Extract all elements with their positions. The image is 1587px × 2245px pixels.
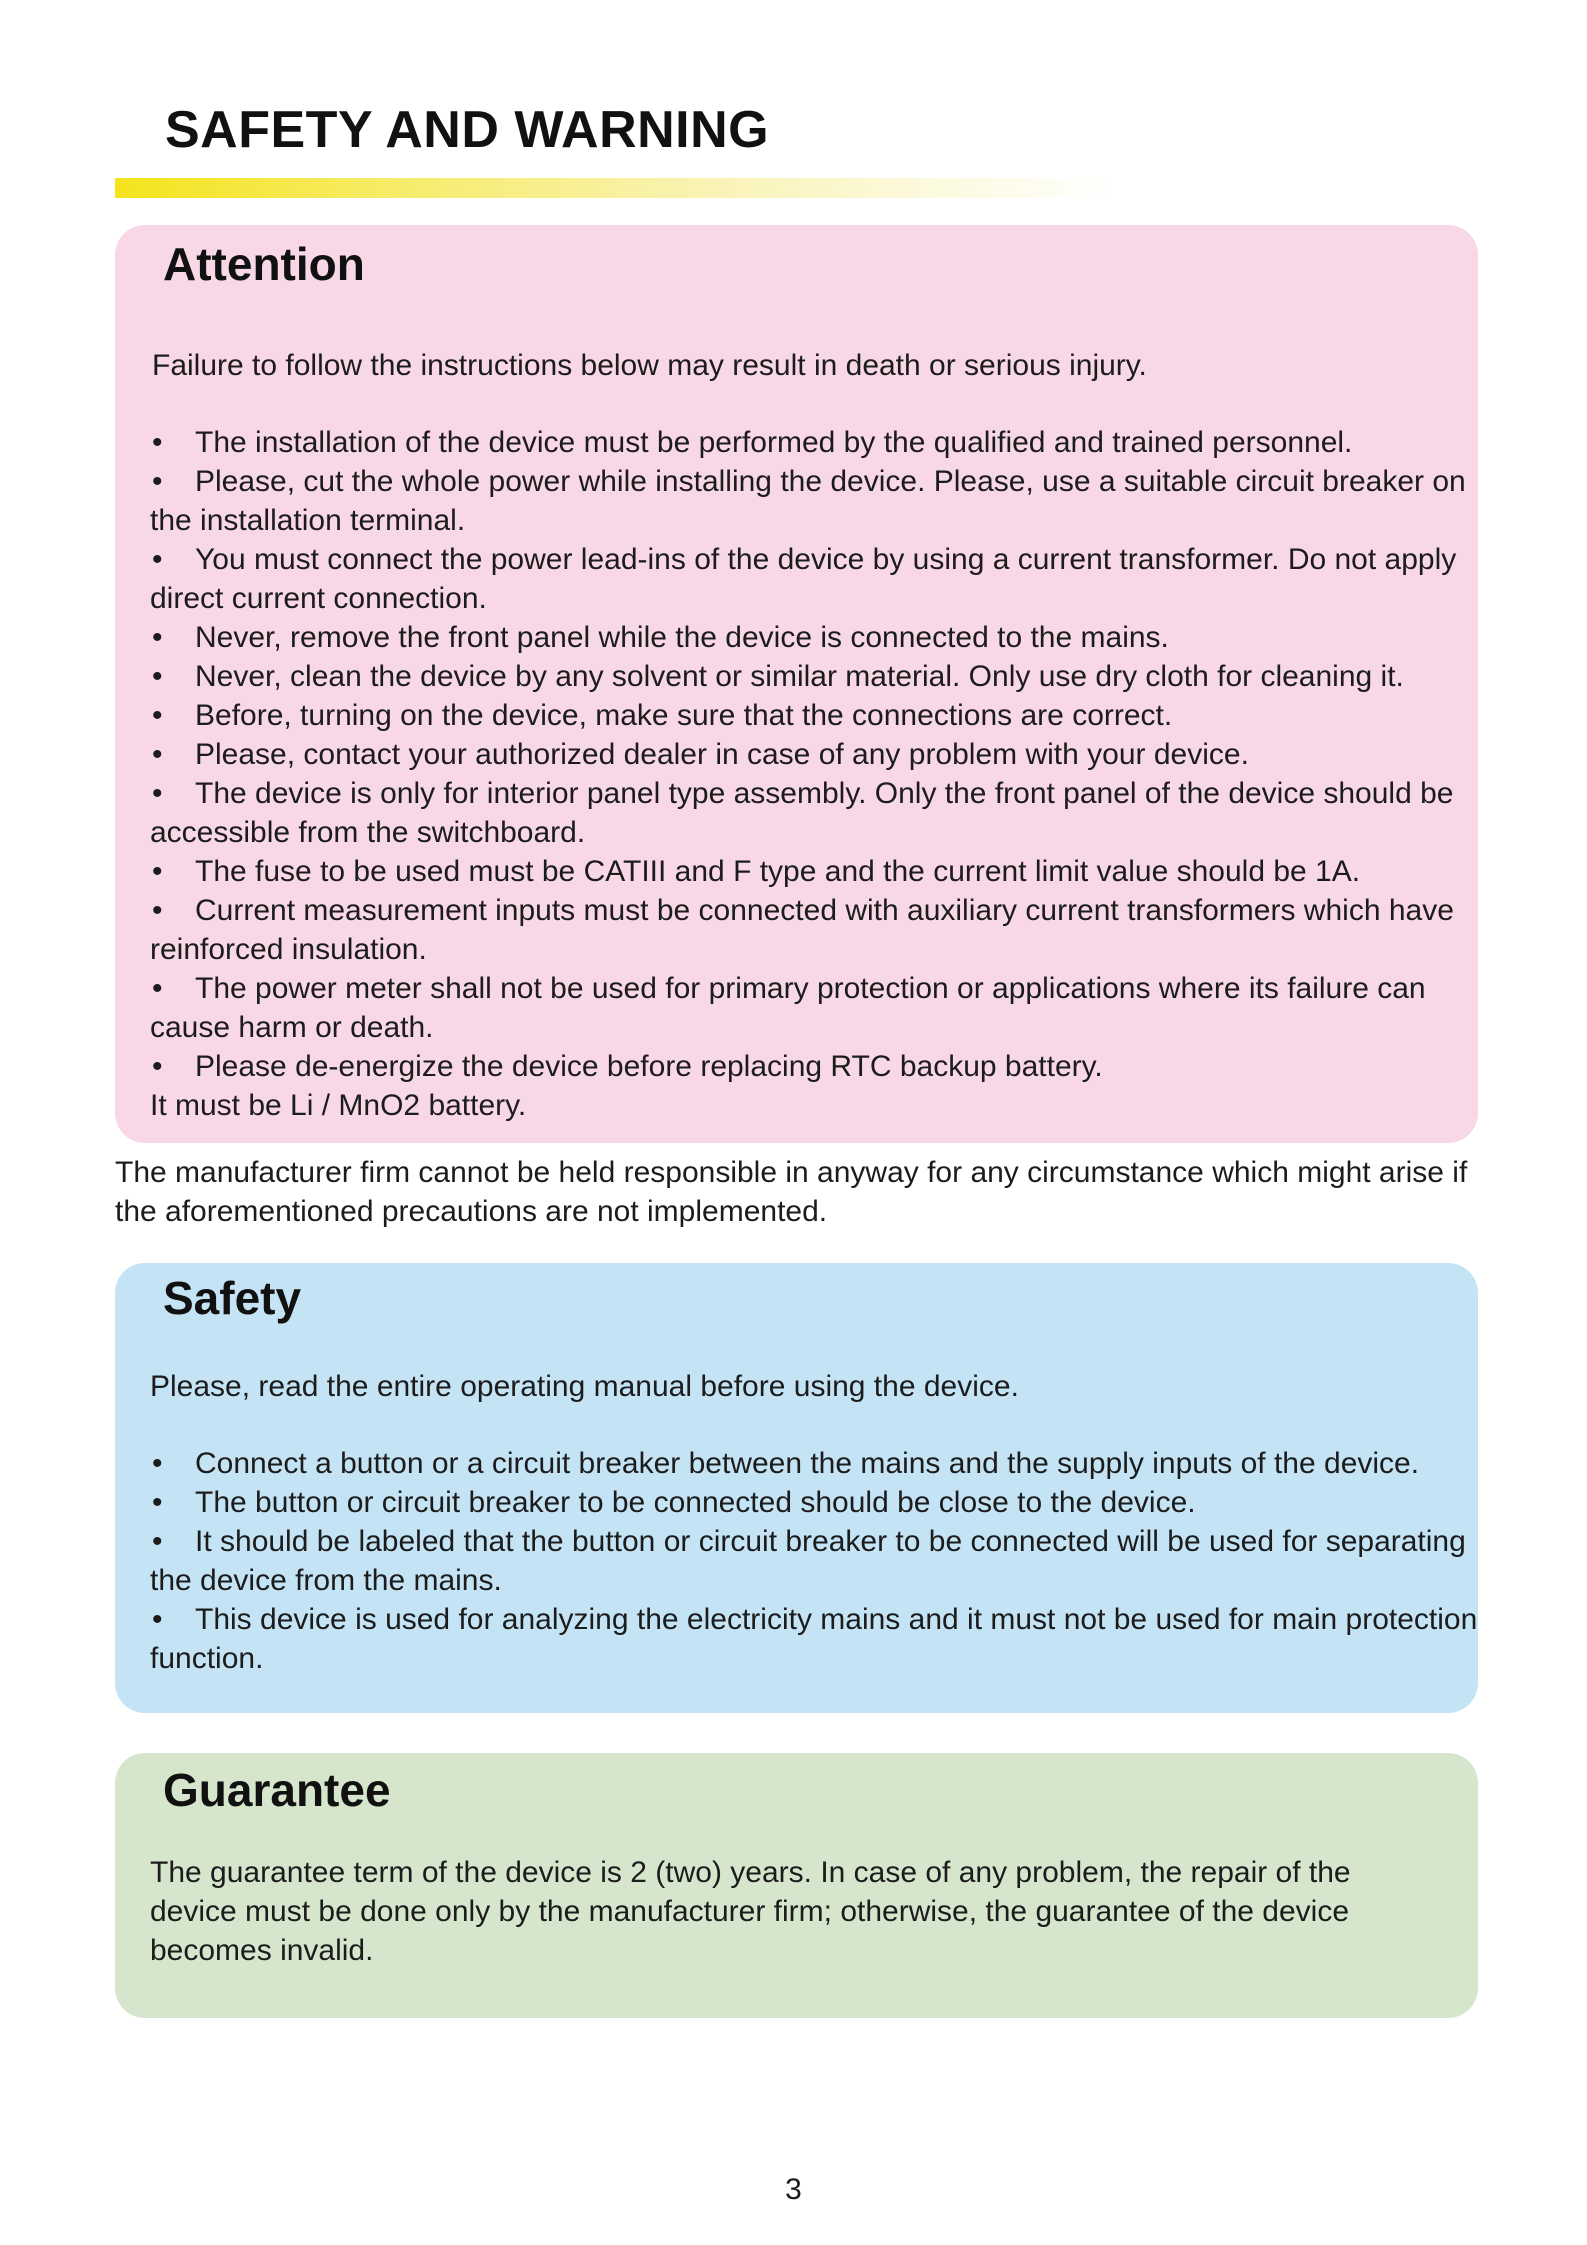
attention-title: Attention [163,238,365,290]
list-item: • Please, cut the whole power while installing the device. Please, use a suitable circuit breaker on the installation terminal. [150,462,1478,540]
battery-note: It must be Li / MnO2 battery. [150,1089,527,1122]
list-item: • The fuse to be used must be CATIII and F type and the current limit value should be 1A. [150,852,1478,891]
list-item: • The button or circuit breaker to be connected should be close to the device. [150,1483,1478,1522]
attention-intro: Failure to follow the instructions below may result in death or serious injury. [152,349,1147,382]
bullet-icon: • [152,1603,163,1636]
bullet-icon: • [152,738,163,771]
list-item: • Current measurement inputs must be connected with auxiliary current transformers which have reinforced insulation. [150,891,1478,969]
bullet-icon: • [152,660,163,693]
bullet-icon: • [152,621,163,654]
page-number: 3 [785,2173,802,2206]
attention-box [115,225,1478,1143]
list-item: • Please, contact your authorized dealer in case of any problem with your device. [150,735,1478,774]
bullet-icon: • [152,1447,163,1480]
bullet-icon: • [152,1050,163,1083]
list-item: • Connect a button or a circuit breaker between the mains and the supply inputs of the device. [150,1444,1478,1483]
list-item: • The installation of the device must be performed by the qualified and trained personnel. [150,423,1478,462]
bullet-icon: • [152,699,163,732]
list-item: • The power meter shall not be used for primary protection or applications where its failure can cause harm or death. [150,969,1478,1047]
guarantee-text: The guarantee term of the device is 2 (two) years. In case of any problem, the repair of the device must be done only by the manufacturer firm; otherwise, the guarantee of the device becomes invalid. [150,1856,1351,1967]
list-item: • It should be labeled that the button or circuit breaker to be connected will be used for separating the device from the mains. [150,1522,1478,1600]
safety-box [115,1263,1478,1713]
list-item: • Never, clean the device by any solvent or similar material. Only use dry cloth for cleaning it. [150,657,1478,696]
bullet-icon: • [152,426,163,459]
bullet-icon: • [152,855,163,888]
page-title: SAFETY AND WARNING [165,101,770,159]
guarantee-box [115,1753,1478,2018]
safety-title: Safety [163,1272,302,1324]
bullet-icon: • [152,972,163,1005]
bullet-icon: • [152,1486,163,1519]
bullet-icon: • [152,894,163,927]
list-item: • Please de-energize the device before replacing RTC backup battery. [150,1047,1478,1086]
safety-intro: Please, read the entire operating manual before using the device. [150,1370,1019,1403]
guarantee-title: Guarantee [163,1764,391,1816]
list-item: • This device is used for analyzing the electricity mains and it must not be used for main protection function. [150,1600,1478,1678]
list-item: • Before, turning on the device, make sure that the connections are correct. [150,696,1478,735]
safety-list [150,1444,1478,1678]
bullet-icon: • [152,465,163,498]
list-item: • The device is only for interior panel type assembly. Only the front panel of the device should be accessible from the switchboard. [150,774,1478,852]
bullet-icon: • [152,777,163,810]
list-item: • You must connect the power lead-ins of the device by using a current transformer. Do not apply direct current connection. [150,540,1478,618]
attention-list [150,423,1478,1125]
title-underline-bar [115,178,1115,198]
bullet-icon: • [152,543,163,576]
manufacturer-disclaimer: The manufacturer firm cannot be held responsible in anyway for any circumstance which might arise if the aforementioned precautions are not implemented. [115,1156,1468,1228]
bullet-icon: • [152,1525,163,1558]
list-item: • Never, remove the front panel while the device is connected to the mains. [150,618,1478,657]
